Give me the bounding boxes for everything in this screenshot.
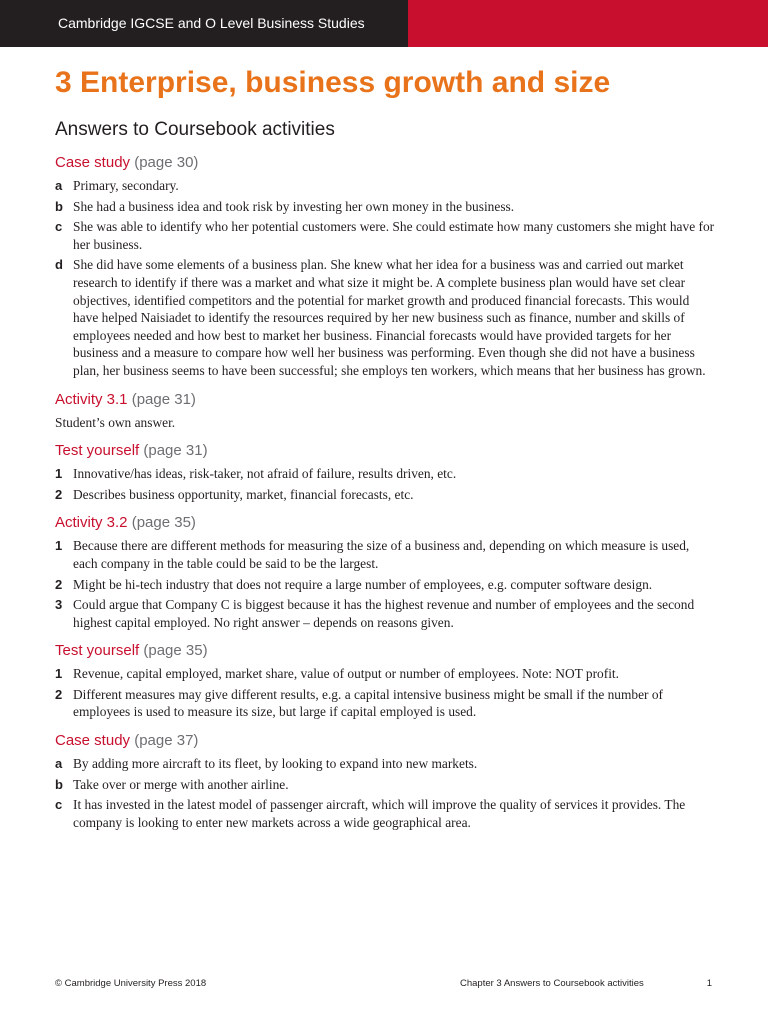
section-page-ref: (page 35): [143, 642, 208, 660]
section-title: Case study: [55, 154, 131, 171]
answer-marker: a: [55, 756, 63, 772]
answer-marker: a: [55, 178, 63, 193]
section-heading: [55, 512, 715, 534]
answer-text: She did have some elements of a business plan. She knew what her idea for a business was and carried out market research to identify if there was a market and what size it might be. A complete business plan would have set clear objectives, identified competitors and the potential for market growth and produced financial forecasts. This would have helped Naisiadet to identify the resources required by her new business such as finance, number and skills of employees needed and how best to market her business. Financial forecasts would have provided targets for her business and a measure to compare how well her business was performing. Even though she did not have a business plan, her business seems to have been successful; she employs ten workers, which means that her business has grown.: [73, 257, 706, 378]
answer-item: [55, 755, 715, 773]
page-number: 1: [706, 978, 712, 989]
answer-text: Different measures may give different results, e.g. a capital intensive business might be small if the number of employees is used to measure its size, but large if capital employed is used.: [73, 686, 664, 720]
section: [55, 440, 715, 503]
page-footer: [55, 978, 715, 992]
answer-marker: 2: [55, 686, 63, 702]
answer-marker: 1: [55, 666, 63, 682]
section-heading: [55, 152, 715, 174]
section-title: Test yourself: [55, 442, 140, 460]
answer-item: [55, 486, 715, 504]
header-red-band: [408, 0, 768, 47]
page-subtitle: Answers to Coursebook activities: [55, 119, 335, 140]
answer-text: Describes business opportunity, market, financial forecasts, etc.: [73, 486, 414, 502]
answer-item: [55, 198, 715, 216]
answer-item: [55, 686, 715, 721]
answer-marker: 1: [55, 466, 63, 482]
section-heading: [55, 640, 715, 662]
section: [55, 730, 715, 831]
answer-marker: 1: [55, 538, 63, 554]
answer-marker: c: [55, 219, 63, 235]
answer-list: [55, 755, 715, 831]
answer-text: She had a business idea and took risk by investing her own money in the business.: [73, 198, 515, 214]
answer-text: By adding more aircraft to its fleet, by looking to expand into new markets.: [73, 756, 478, 772]
answer-text: It has invested in the latest model of passenger aircraft, which will improve the quality of services it provides. The company is looking to enter new markets across a wide geographical area.: [73, 797, 686, 830]
book-title: Cambridge IGCSE and O Level Business Studies: [58, 15, 365, 31]
answer-text: Take over or merge with another airline.: [73, 776, 289, 792]
header-band: [0, 0, 768, 47]
section-page-ref: (page 30): [134, 154, 199, 171]
section-heading: [55, 440, 715, 462]
page-content: [55, 64, 715, 834]
sections: [55, 152, 715, 831]
answer-item: [55, 596, 715, 631]
answer-marker: 3: [55, 597, 63, 613]
answer-marker: 2: [55, 576, 63, 592]
copyright: © Cambridge University Press 2018: [55, 978, 207, 989]
section-title: Activity 3.2: [55, 514, 128, 532]
answer-text: She was able to identify who her potential customers were. She could estimate how many customers she might have for her business.: [73, 219, 715, 252]
answer-list: [55, 177, 715, 380]
section-page-ref: (page 37): [134, 732, 199, 750]
answer-text: Student’s own answer.: [55, 414, 176, 430]
answer-item: [55, 576, 715, 594]
section-page-ref: (page 31): [143, 442, 208, 460]
answer-item: [55, 776, 715, 794]
section-title: Case study: [55, 732, 131, 750]
section: [55, 389, 715, 432]
answer-item: [55, 537, 715, 572]
answer-marker: c: [55, 797, 63, 813]
answer-marker: 2: [55, 486, 63, 502]
section-heading: [55, 730, 715, 752]
answer-marker: b: [55, 776, 63, 792]
answer-item: [55, 177, 715, 195]
answer-item: [55, 796, 715, 831]
answer-item: [55, 218, 715, 253]
answer-item: [55, 665, 715, 683]
answer-list: [55, 537, 715, 631]
section-title: Test yourself: [55, 642, 140, 660]
answer-text: Might be hi-tech industry that does not require a large number of employees, e.g. computer software design.: [73, 576, 653, 592]
section-page-ref: (page 31): [131, 390, 196, 408]
answer-text: Revenue, capital employed, market share, value of output or number of employees. Note: NOT profit.: [73, 666, 620, 682]
section-page-ref: (page 35): [131, 514, 196, 532]
answer-text: Innovative/has ideas, risk-taker, not afraid of failure, results driven, etc.: [73, 466, 457, 482]
footer-chapter: Chapter 3 Answers to Coursebook activities: [460, 978, 644, 989]
chapter-title: 3 Enterprise, business growth and size: [55, 66, 611, 99]
section: [55, 152, 715, 380]
section: [55, 512, 715, 631]
answer-marker: d: [55, 257, 63, 273]
section-heading: [55, 389, 715, 411]
section-title: Activity 3.1: [55, 390, 128, 408]
answer-text: Because there are different methods for measuring the size of a business and, depending on which measure is used, each company in the table could be said to be the largest.: [73, 538, 690, 571]
answer-text: Could argue that Company C is biggest because it has the highest revenue and number of employees and the second highest capital employed. No right answer – depends on reasons given.: [73, 597, 695, 630]
answer-item: [55, 256, 715, 379]
answer-text: Primary, secondary.: [73, 178, 179, 193]
answer-list: [55, 665, 715, 721]
answer-item: [55, 465, 715, 483]
section: [55, 640, 715, 721]
answer-marker: b: [55, 198, 63, 214]
answer-list: [55, 465, 715, 503]
